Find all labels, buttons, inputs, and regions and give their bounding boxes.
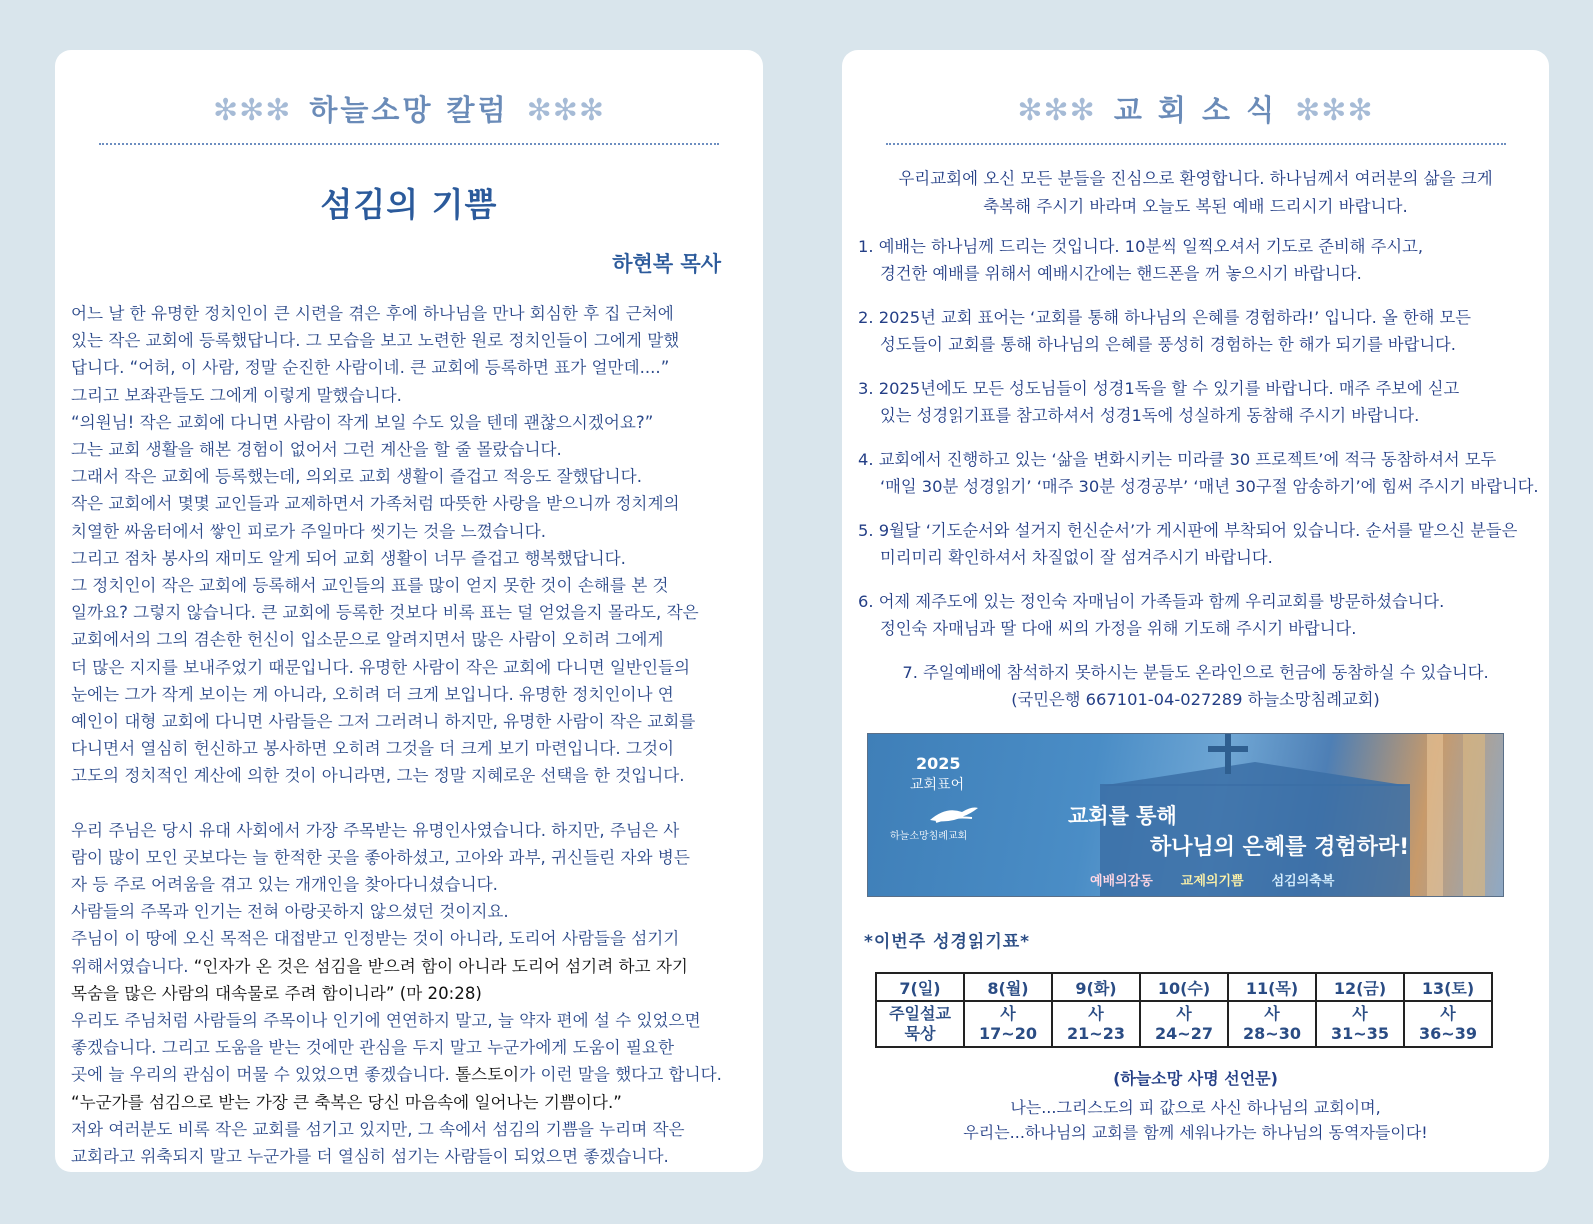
reading-cell-line: 주일설교: [889, 1004, 951, 1023]
dotted-divider: [886, 143, 1506, 145]
notice-item: [858, 233, 1549, 287]
reading-chapters: 17~20: [979, 1024, 1037, 1043]
notice-line: 4. 교회에서 진행하고 있는 ‘삶을 변화시키는 미라클 30 프로젝트’에 적극 동참하셔서 모두: [858, 450, 1497, 469]
scripture-ref: ” (마 20:28): [385, 983, 482, 1003]
reading-cell: [876, 1001, 964, 1047]
notice-line: 있는 성경읽기표를 참고하셔서 성경1독에 성실하게 동참해 주시기 바랍니다.: [880, 406, 1420, 425]
notice-item: [858, 446, 1549, 500]
body-line: [71, 980, 745, 1007]
notice-item: [858, 304, 1549, 358]
declaration: [842, 1095, 1549, 1145]
body-line: 더 많은 지지를 보내주었기 때문입니다. 유명한 사람이 작은 교회에 다니면 일반인들의: [71, 657, 691, 677]
body-line: 그리고 점차 봉사의 재미도 알게 되어 교회 생활이 너무 즐겁고 행복했답니다.: [71, 548, 626, 568]
notice-line: 2. 2025년 교회 표어는 ‘교회를 통해 하나님의 은혜를 경험하라!’ 입니다. 올 한해 모든: [858, 308, 1471, 327]
notice-line: 7. 주일예배에 참석하지 못하시는 분들도 온라인으로 헌금에 동참하실 수 있습니다.: [902, 663, 1489, 682]
scripture-quote: “인자가 온 것은 섬김을 받으려 함이 아니라 도리어 섬기려 하고 자기: [193, 956, 688, 976]
body-line-part: 위해서였습니다.: [71, 956, 194, 976]
reading-cell: [964, 1001, 1052, 1047]
body-line-part: 곳에 늘 우리의 관심이 머물 수 있었으면 좋겠습니다.: [71, 1065, 456, 1085]
church-roof: [1100, 762, 1410, 786]
notice-line: 6. 어제 제주도에 있는 정인숙 자매님이 가족들과 함께 우리교회를 방문하셨습니다.: [858, 592, 1445, 611]
welcome-line: 축복해 주시기 바라며 오늘도 복된 예배 드리시기 바랍니다.: [983, 197, 1408, 216]
notice-item: [858, 588, 1549, 642]
notice-line: ‘매일 30분 성경읽기’ ‘매주 30분 성경공부’ ‘매년 30구절 암송하기’에 힘써 주시기 바랍니다.: [880, 477, 1539, 496]
body-line: [71, 953, 745, 980]
reading-book: 사: [1088, 1004, 1104, 1023]
declaration-title: (하늘소망 사명 선언문): [1113, 1069, 1278, 1088]
column-body: [71, 300, 745, 1170]
stars-left-icon: ✻✻✻: [212, 93, 292, 128]
tolstoy-quote: “누군가를 섬김으로 받는 가장 큰 축복은 당신 마음속에 일어나는 기쁨이다.”: [71, 1092, 622, 1112]
banner-tag: 예배의감동: [1090, 874, 1153, 889]
notice-item: [858, 517, 1549, 571]
column-panel: [55, 50, 763, 1172]
stars-right-icon: ✻✻✻: [526, 93, 606, 128]
reading-day: 11(목): [1228, 973, 1316, 1001]
reading-cell: [1052, 1001, 1140, 1047]
notice-line: 경건한 예배를 위해서 예배시간에는 핸드폰을 꺼 놓으시기 바랍니다.: [880, 264, 1362, 283]
dotted-divider: [99, 143, 719, 145]
body-line: 그리고 보좌관들도 그에게 이렇게 말했습니다.: [71, 385, 402, 405]
body-line: 자 등 주로 어려움을 겪고 있는 개개인을 찾아다니셨습니다.: [71, 875, 498, 895]
banner-subtitle: 교회표어: [910, 777, 965, 793]
body-line: 답니다. “어허, 이 사람, 정말 순진한 사람이네. 큰 교회에 등록하면 표가 얼만데....”: [71, 358, 670, 378]
bank-account: (국민은행 667101-04-027289 하늘소망침례교회): [1011, 690, 1380, 709]
banner-motto-1: 교회를 통해: [1068, 804, 1177, 828]
motto-banner: [867, 733, 1504, 897]
body-line: 다니면서 열심히 헌신하고 봉사하면 오히려 그것을 더 크게 보기 마련입니다. 그것이: [71, 739, 675, 759]
notice-item: [842, 659, 1549, 713]
notice-line: 정인숙 자매님과 딸 다애 씨의 가정을 위해 기도해 주시기 바랍니다.: [880, 619, 1357, 638]
reading-table: [875, 972, 1493, 1048]
body-line: 어느 날 한 유명한 정치인이 큰 시련을 겪은 후에 하나님을 만나 회심한 후 집 근처에: [71, 304, 674, 323]
column-author: 하현복 목사: [612, 252, 721, 276]
reading-book: 사: [1176, 1004, 1192, 1023]
body-line: 우리 주님은 당시 유대 사회에서 가장 주목받는 유명인사였습니다. 하지만, 주님은 사: [71, 820, 680, 840]
body-line: 람이 많이 모인 곳보다는 늘 한적한 곳을 좋아하셨고, 고아와 과부, 귀신들린 자와 병든: [71, 847, 690, 867]
body-line: 저와 여러분도 비록 작은 교회를 섬기고 있지만, 그 속에서 섬김의 기쁨을 누리며 작은: [71, 1119, 685, 1139]
reading-header-row: [876, 973, 1492, 1001]
body-line: 그 정치인이 작은 교회에 등록해서 교인들의 표를 많이 얻지 못한 것이 손해를 본 것: [71, 576, 669, 596]
notice-list: [858, 233, 1549, 713]
notice-line: 성도들이 교회를 통해 하나님의 은혜를 풍성히 경험하는 한 해가 되기를 바랍니다.: [880, 335, 1456, 354]
reading-book: 사: [1352, 1004, 1368, 1023]
body-line: 그래서 작은 교회에 등록했는데, 의외로 교회 생활이 즐겁고 적응도 잘했답니다.: [71, 467, 642, 487]
reading-book: 사: [1440, 1004, 1456, 1023]
body-line: 사람들의 주목과 인기는 전혀 아랑곳하지 않으셨던 것이지요.: [71, 902, 509, 922]
body-line: 그는 교회 생활을 해본 경험이 없어서 그런 계산을 할 줄 몰랐습니다.: [71, 440, 562, 460]
reading-book: 사: [1264, 1004, 1280, 1023]
reading-cell: [1316, 1001, 1404, 1047]
body-line: 치열한 싸움터에서 쌓인 피로가 주일마다 씻기는 것을 느꼈습니다.: [71, 521, 546, 541]
body-line: 일까요? 그렇지 않습니다. 큰 교회에 등록한 것보다 비록 표는 덜 얻었을지 몰라도, 작은: [71, 603, 699, 623]
column-header: [55, 88, 763, 129]
reading-day: 9(화): [1052, 973, 1140, 1001]
cross-icon: [1208, 746, 1248, 752]
body-line: 작은 교회에서 몇몇 교인들과 교제하면서 가족처럼 따뜻한 사랑을 받으니까 정치계의: [71, 494, 680, 514]
body-line: 우리도 주님처럼 사람들의 주목이나 인기에 연연하지 말고, 늘 약자 편에 설 수 있었으면: [71, 1011, 701, 1031]
banner-tag: 교제의기쁨: [1180, 874, 1244, 889]
church-logo-text: 하늘소망침례교회: [890, 831, 968, 842]
body-line: [71, 1061, 745, 1088]
notice-line: 3. 2025년에도 모든 성도님들이 성경1독을 할 수 있기를 바랍니다. 매주 주보에 싣고: [858, 379, 1460, 398]
body-line: 교회에서의 그의 겸손한 헌신이 입소문으로 알려지면서 많은 사람이 오히려 그에게: [71, 630, 664, 650]
reading-title: *이번주 성경읽기표*: [864, 932, 1031, 952]
body-line: 있는 작은 교회에 등록했답니다. 그 모습을 보고 노련한 원로 정치인들이 그에게 말했: [71, 331, 680, 351]
dove-logo-icon: [928, 802, 980, 826]
banner-tags: [1090, 870, 1362, 889]
declaration-line: 우리는...하나님의 교회를 함께 세워나가는 하나님의 동역자들이다!: [963, 1123, 1428, 1142]
reading-cell: [1228, 1001, 1316, 1047]
body-line: 눈에는 그가 작게 보이는 게 아니라, 오히려 더 크게 보입니다. 유명한 정치인이나 연: [71, 684, 674, 704]
banner-year: 2025: [916, 754, 961, 773]
stars-right-icon: ✻✻✻: [1295, 93, 1374, 128]
stars-left-icon: ✻✻✻: [1017, 93, 1096, 128]
body-line: 좋겠습니다. 그리고 도움을 받는 것에만 관심을 두지 말고 누군가에게 도움이 필요한: [71, 1038, 675, 1058]
reading-chapters: 21~23: [1067, 1024, 1125, 1043]
reading-cell: [1140, 1001, 1228, 1047]
body-line-part: 가 이런 말을 했다고 합니다.: [519, 1065, 722, 1085]
reading-book: 사: [1000, 1004, 1016, 1023]
cross-icon: [1225, 734, 1231, 774]
reading-day: 13(토): [1404, 973, 1492, 1001]
declaration-line: 나는...그리스도의 피 값으로 사신 하나님의 교회이며,: [1010, 1098, 1381, 1117]
body-line: “의원님! 작은 교회에 다니면 사람이 작게 보일 수도 있을 텐데 괜찮으시겠어요?”: [71, 412, 654, 432]
reading-chapters: 36~39: [1419, 1024, 1477, 1043]
notice-item: [858, 375, 1549, 429]
reading-day: 10(수): [1140, 973, 1228, 1001]
body-line: 주님이 이 땅에 오신 목적은 대접받고 인정받는 것이 아니라, 도리어 사람들을 섬기기: [71, 929, 680, 949]
welcome-line: 우리교회에 오신 모든 분들을 진심으로 환영합니다. 하나님께서 여러분의 삶을 크게: [898, 169, 1493, 188]
news-panel: [842, 50, 1549, 1172]
banner-stripe: [1427, 734, 1443, 896]
reading-day: 12(금): [1316, 973, 1404, 1001]
banner-stripe: [1463, 734, 1485, 896]
banner-motto-2: 하나님의 은혜를 경험하라!: [1150, 835, 1410, 860]
reading-cell-line: 묵상: [904, 1024, 936, 1043]
reading-chapters: 24~27: [1155, 1024, 1213, 1043]
news-header-title: 교 회 소 식: [1113, 93, 1278, 127]
column-header-title: 하늘소망 칼럼: [309, 93, 509, 127]
body-line: 예인이 대형 교회에 다니면 사람들은 그저 그러려니 하지만, 유명한 사람이 작은 교회를: [71, 712, 696, 732]
author-name: 톨스토이: [455, 1065, 520, 1085]
notice-line: 5. 9월달 ‘기도순서와 설거지 헌신순서’가 게시판에 부착되어 있습니다. 순서를 맡으신 분들은: [858, 521, 1518, 540]
body-line: 고도의 정치적인 계산에 의한 것이 아니라면, 그는 정말 지혜로운 선택을 한 것입니다.: [71, 766, 685, 786]
notice-line: 미리미리 확인하셔서 차질없이 잘 섬겨주시기 바랍니다.: [880, 548, 1273, 567]
notice-line: 1. 예배는 하나님께 드리는 것입니다. 10분씩 일찍오셔서 기도로 준비해 주시고,: [858, 237, 1424, 256]
welcome-message: [842, 165, 1549, 221]
reading-chapters: 28~30: [1243, 1024, 1301, 1043]
news-header: [842, 88, 1549, 129]
reading-cell: [1404, 1001, 1492, 1047]
scripture-quote: 목숨을 많은 사람의 대속물로 주려 함이니라: [71, 983, 386, 1003]
reading-day: 7(일): [876, 973, 964, 1001]
body-line: 교회라고 위축되지 말고 누군가를 더 열심히 섬기는 사람들이 되었으면 좋겠습니다.: [71, 1147, 669, 1167]
reading-day: 8(월): [964, 973, 1052, 1001]
reading-row: [876, 1001, 1492, 1047]
paragraph-gap: [71, 790, 745, 817]
reading-chapters: 31~35: [1331, 1024, 1389, 1043]
column-title: 섬김의 기쁨: [320, 185, 498, 224]
banner-tag: 섬김의축복: [1271, 874, 1335, 889]
